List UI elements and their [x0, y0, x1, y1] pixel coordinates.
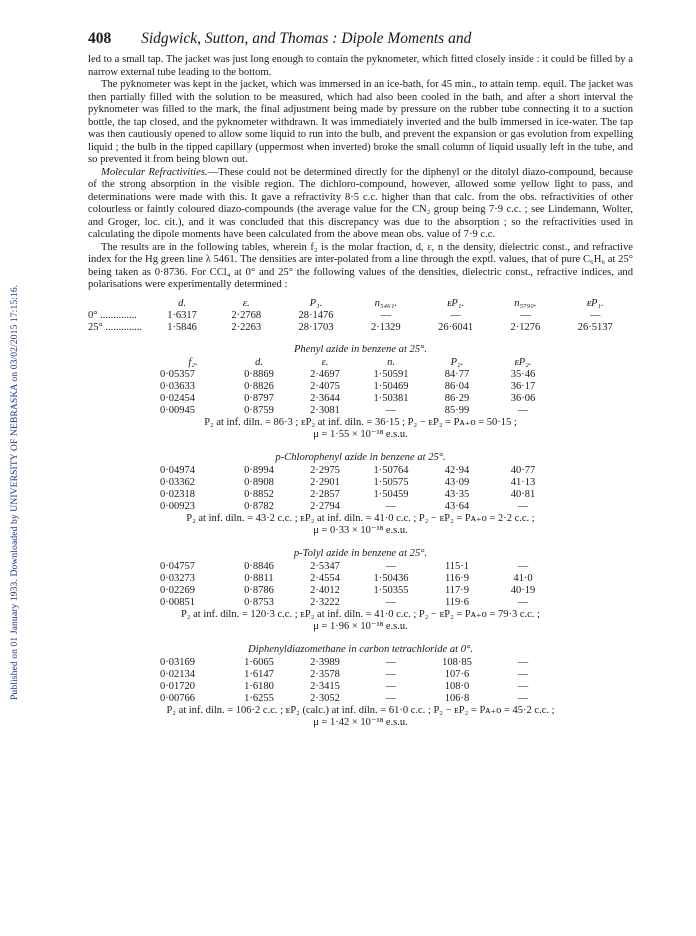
result-line: P₂ at inf. diln. = 106·2 c.c. ; ᴇP₂ (calc.) at inf. diln. = 61·0 c.c. ; P₂ − ᴇP₂ = Pᴀ₊ᴏ = 45·2 c.c. ;	[166, 704, 555, 716]
table-cell: 41·13	[510, 477, 536, 488]
download-watermark-text: Published on 01 January 1933. Downloaded by UNIVERSITY OF NEBRASKA on 03/02/2015 17:15:16.	[9, 284, 20, 700]
table-cell: —	[385, 669, 397, 680]
table-cell: 40·81	[510, 489, 536, 500]
data-table	[160, 357, 556, 417]
table-cell: 1·50591	[373, 369, 409, 380]
table-cell: 1·5846	[167, 322, 197, 333]
table-caption: Phenyl azide in benzene at 25°.	[293, 343, 428, 355]
page-number: 408	[88, 30, 112, 47]
table-cell: —	[450, 310, 461, 321]
table-cell: 2·4012	[310, 585, 340, 596]
table-cell: 1·6065	[244, 657, 274, 668]
table-cell: 84·77	[444, 369, 470, 380]
table-cell: 1·6147	[244, 669, 274, 680]
table-cell: 0·8786	[244, 585, 274, 596]
page	[88, 30, 633, 730]
result-line: P₂ at inf. diln. = 43·2 c.c. ; ᴇP₂ at inf. diln. = 41·0 c.c. ; P₂ − ᴇP₂ = Pᴀ₊ᴏ = 2·2 c.c. ;	[186, 512, 535, 524]
column-header: ε.	[321, 357, 329, 368]
table-cell: 0·00851	[160, 597, 195, 608]
table-row	[160, 489, 556, 501]
table-cell: 41·0	[513, 573, 533, 584]
column-header: d.	[178, 298, 186, 309]
column-header	[88, 298, 150, 310]
table-cell: 2·1329	[370, 322, 401, 333]
table-cell: 43·64	[444, 501, 470, 512]
table-cell: 0·00923	[160, 501, 195, 512]
table-cell: —	[517, 681, 529, 692]
table-cell: 1·50764	[373, 465, 409, 476]
table-cell: 0·02318	[160, 489, 195, 500]
results-paragraph: The results are in the following tables, wherein f₂ is the molar fraction, d, ε, n the density, dielectric const., and refractive index for the Hg green line λ 5461. The densities are inter-polated from a line through the exptl. values, that of pure C₆H₆ at 25° being taken as 0·8736. For CCl₄ at 0° and 25° the following values of the densities, dielectric const., refractive indices, and polarisations were experimentally determined :	[88, 241, 633, 290]
table-cell: 0·8753	[244, 597, 274, 608]
column-header: ε.	[242, 298, 250, 309]
table-cell: 2·2794	[310, 501, 340, 512]
table-cell: 0·05357	[160, 369, 195, 380]
section-heading: Molecular Refractivities.	[101, 166, 208, 178]
table-cell: 42·94	[444, 465, 470, 476]
table-cell: 43·35	[444, 489, 470, 500]
table-cell: 35·46	[510, 369, 536, 380]
table-cell: —	[385, 681, 397, 692]
data-table	[160, 465, 556, 513]
table-cell: 1·50355	[373, 585, 409, 596]
table-cell: —	[517, 501, 529, 512]
dipole-moment: μ = 0·33 × 10⁻¹⁸ e.s.u.	[313, 525, 408, 536]
table-cell: —	[385, 501, 397, 512]
table-row	[160, 561, 556, 573]
table-cell: —	[517, 669, 529, 680]
table-cell: 1·6317	[167, 310, 197, 321]
table-cell: 2·3644	[310, 393, 340, 404]
data-table-block	[88, 452, 633, 538]
table-cell: —	[517, 693, 529, 704]
table-caption: Diphenyldiazomethane in carbon tetrachloride at 0°.	[248, 643, 473, 655]
column-header: f₂.	[188, 357, 198, 368]
table-cell: 26·6041	[438, 322, 474, 333]
table-row	[160, 681, 556, 693]
running-title: Sidgwick, Sutton, and Thomas : Dipole Moments and	[141, 30, 472, 47]
table-cell: 26·5137	[577, 322, 613, 333]
table-cell: 43·09	[444, 477, 470, 488]
table-cell: 1·50436	[373, 573, 409, 584]
download-watermark	[2, 110, 20, 700]
data-table-block	[88, 548, 633, 634]
result-line: P₂ at inf. diln. = 120·3 c.c. ; ᴇP₂ at inf. diln. = 41·0 c.c. ; P₂ − ᴇP₂ = Pᴀ₊ᴏ = 79·3 c.c. ;	[181, 608, 540, 620]
table-row	[160, 381, 556, 393]
paragraph-text: —These could not be determined directly for the diphenyl or the ditolyl diazo-compound, because of the strong absorption in the visible region. The dichloro-compound, however, allowed some yellow light to pass, and determinations were made with this. It gave a refractivity 8·5 c.c. higher than that calc. from the obs. refractivities of other colourless or faintly coloured diazo-compounds (the average value for the CN₂ group being 7·9 c.c. ; see Lindemann, Wolter, and Groger, loc. cit.), and it was concluded that this discrepancy was due to the absorption ; so the refractivities used in calculating the dipole moments have been calculated from the above mean obs. value of 7·9 c.c.	[88, 166, 633, 240]
table-cell: 0° ..............	[88, 310, 137, 321]
table-cell: —	[385, 693, 397, 704]
table-cell: —	[520, 310, 531, 321]
table-cell: —	[380, 310, 392, 321]
table-cell: 2·3578	[310, 669, 340, 680]
table-row	[160, 693, 556, 705]
table-cell: 0·03169	[160, 657, 195, 668]
table-cell: 1·50575	[373, 477, 409, 488]
table-cell: —	[385, 561, 397, 572]
table-caption: p-Tolyl azide in benzene at 25°.	[293, 547, 428, 559]
table-row	[88, 310, 633, 322]
table-cell: 0·8852	[244, 489, 274, 500]
table-cell: 0·8797	[244, 393, 274, 404]
column-header: ᴇP₁.	[447, 298, 465, 309]
table-caption: p-Chlorophenyl azide in benzene at 25°.	[275, 451, 446, 463]
table-row	[160, 501, 556, 513]
table-cell: —	[517, 405, 529, 416]
table-cell: 1·50381	[373, 393, 409, 404]
ccl4-properties-table	[88, 298, 633, 334]
table-cell: 0·8994	[244, 465, 274, 476]
table-header-row	[88, 298, 633, 310]
table-header-row	[160, 357, 556, 369]
table-cell: 0·04974	[160, 465, 195, 476]
table-cell: 0·02269	[160, 585, 195, 596]
dipole-moment: μ = 1·42 × 10⁻¹⁸ e.s.u.	[313, 717, 408, 728]
table-cell: 2·4554	[310, 573, 340, 584]
table-cell: 108·85	[442, 657, 472, 668]
table-row	[160, 393, 556, 405]
column-header: ᴇP₁.	[586, 298, 604, 309]
table-cell: 2·2263	[231, 322, 262, 333]
dipole-moment: μ = 1·55 × 10⁻¹⁸ e.s.u.	[313, 429, 408, 440]
refractivities-paragraph	[88, 167, 633, 242]
table-cell: —	[385, 597, 397, 608]
table-cell: 2·2857	[310, 489, 340, 500]
table-cell: —	[517, 597, 529, 608]
table-cell: 108·0	[444, 681, 470, 692]
paragraph: The pyknometer was kept in the jacket, which was immersed in an ice-bath, for 45 min., to attain temp. equil. The jacket was then partially filled with the solution to be measured, which had also been cooled in the bath, and after a short interval the pyknometer was filled to the mark, the final adjustment being made by pressure on the rubber tube connecting it to a suction bottle, the tap closed, and the pyknometer withdrawn. It was immediately inverted and the bulb immersed in ice-water. The tap was then cautiously opened to allow some liquid to run into the bulb, and prevent the expansion or gas evolution from expelling liquid ; the bulb in the tipped capillary (uppermost when inverted) broke the small column of liquid usually left in the tube, and so prevented it from being blown out.	[88, 79, 633, 165]
table-cell: 2·2975	[310, 465, 340, 476]
table-cell: 0·8826	[244, 381, 274, 392]
table-cell: 2·4697	[310, 369, 340, 380]
table-cell: 28·1703	[298, 322, 334, 333]
data-table	[160, 561, 556, 609]
body-text	[88, 54, 633, 292]
table-row	[160, 477, 556, 489]
table-cell: 40·77	[510, 465, 536, 476]
dipole-moment: μ = 1·96 × 10⁻¹⁸ e.s.u.	[313, 621, 408, 632]
table-cell: 85·99	[444, 405, 470, 416]
table-cell: —	[590, 310, 601, 321]
table-cell: 2·3989	[310, 657, 340, 668]
table-cell: 0·04757	[160, 561, 195, 572]
table-cell: 119·6	[444, 597, 470, 608]
table-row	[88, 322, 633, 334]
running-header	[88, 30, 633, 54]
table-cell: 115·1	[444, 561, 470, 572]
table-cell: 36·06	[510, 393, 536, 404]
table-cell: 0·02454	[160, 393, 195, 404]
data-table-block	[88, 344, 633, 442]
table-cell: 0·02134	[160, 669, 195, 680]
table-cell: 0·8811	[244, 573, 274, 584]
table-cell: 0·03633	[160, 381, 195, 392]
table-row	[160, 597, 556, 609]
table-row	[160, 369, 556, 381]
data-table-block	[88, 644, 633, 730]
column-header: ᴇP₂.	[514, 357, 532, 368]
table-cell: 0·03362	[160, 477, 195, 488]
result-line: P₂ at inf. diln. = 86·3 ; ᴇP₂ at inf. diln. = 36·15 ; P₂ − ᴇP₂ = Pᴀ₊ᴏ = 50·15 ;	[204, 416, 517, 428]
table-row	[160, 465, 556, 477]
table-cell: 0·8908	[244, 477, 274, 488]
table-cell: 2·5347	[310, 561, 340, 572]
table-row	[160, 585, 556, 597]
column-header: n₅₇₉₀.	[514, 298, 537, 309]
table-cell: —	[517, 561, 529, 572]
column-header: d.	[255, 357, 263, 368]
table-cell: 40·19	[510, 585, 536, 596]
table-cell: 2·3222	[310, 597, 340, 608]
table-cell: —	[385, 657, 397, 668]
table-cell: 2·3415	[310, 681, 340, 692]
table-row	[160, 657, 556, 669]
column-header: P₂.	[450, 357, 464, 368]
table-cell: 117·9	[444, 585, 470, 596]
table-cell: 0·8759	[244, 405, 274, 416]
table-row	[160, 669, 556, 681]
column-header: n₅₄₆₁.	[374, 298, 398, 309]
table-row	[160, 573, 556, 585]
table-cell: 28·1476	[298, 310, 334, 321]
column-header: n.	[387, 357, 395, 368]
table-cell: 36·17	[510, 381, 536, 392]
table-cell: 106·8	[444, 693, 470, 704]
table-cell: 86·29	[444, 393, 470, 404]
table-cell: 25° ..............	[88, 322, 143, 333]
table-cell: 0·8846	[244, 561, 274, 572]
table-cell: 116·9	[444, 573, 470, 584]
table-cell: 2·4075	[310, 381, 340, 392]
table-cell: 0·01720	[160, 681, 195, 692]
table-cell: 1·50469	[373, 381, 409, 392]
table-cell: 1·6180	[244, 681, 274, 692]
table-cell: —	[385, 405, 397, 416]
table-cell: 0·8869	[244, 369, 274, 380]
table-cell: 1·50459	[373, 489, 409, 500]
data-table	[160, 657, 556, 705]
table-cell: 0·00945	[160, 405, 195, 416]
table-cell: 0·00766	[160, 693, 195, 704]
table-cell: —	[517, 657, 529, 668]
table-cell: 2·2768	[231, 310, 262, 321]
table-cell: 2·3081	[310, 405, 340, 416]
table-cell: 107·6	[444, 669, 470, 680]
table-row	[160, 405, 556, 417]
table-cell: 2·3052	[310, 693, 340, 704]
table-cell: 2·1276	[510, 322, 541, 333]
table-cell: 0·03273	[160, 573, 195, 584]
table-cell: 2·2901	[310, 477, 340, 488]
column-header: P₁.	[309, 298, 323, 309]
table-cell: 86·04	[444, 381, 470, 392]
table-cell: 1·6255	[244, 693, 274, 704]
paragraph: led to a small tap. The jacket was just long enough to contain the pyknometer, which fitted closely inside : it could be filled by a narrow external tube leading to the bottom.	[88, 54, 633, 78]
table-cell: 0·8782	[244, 501, 274, 512]
